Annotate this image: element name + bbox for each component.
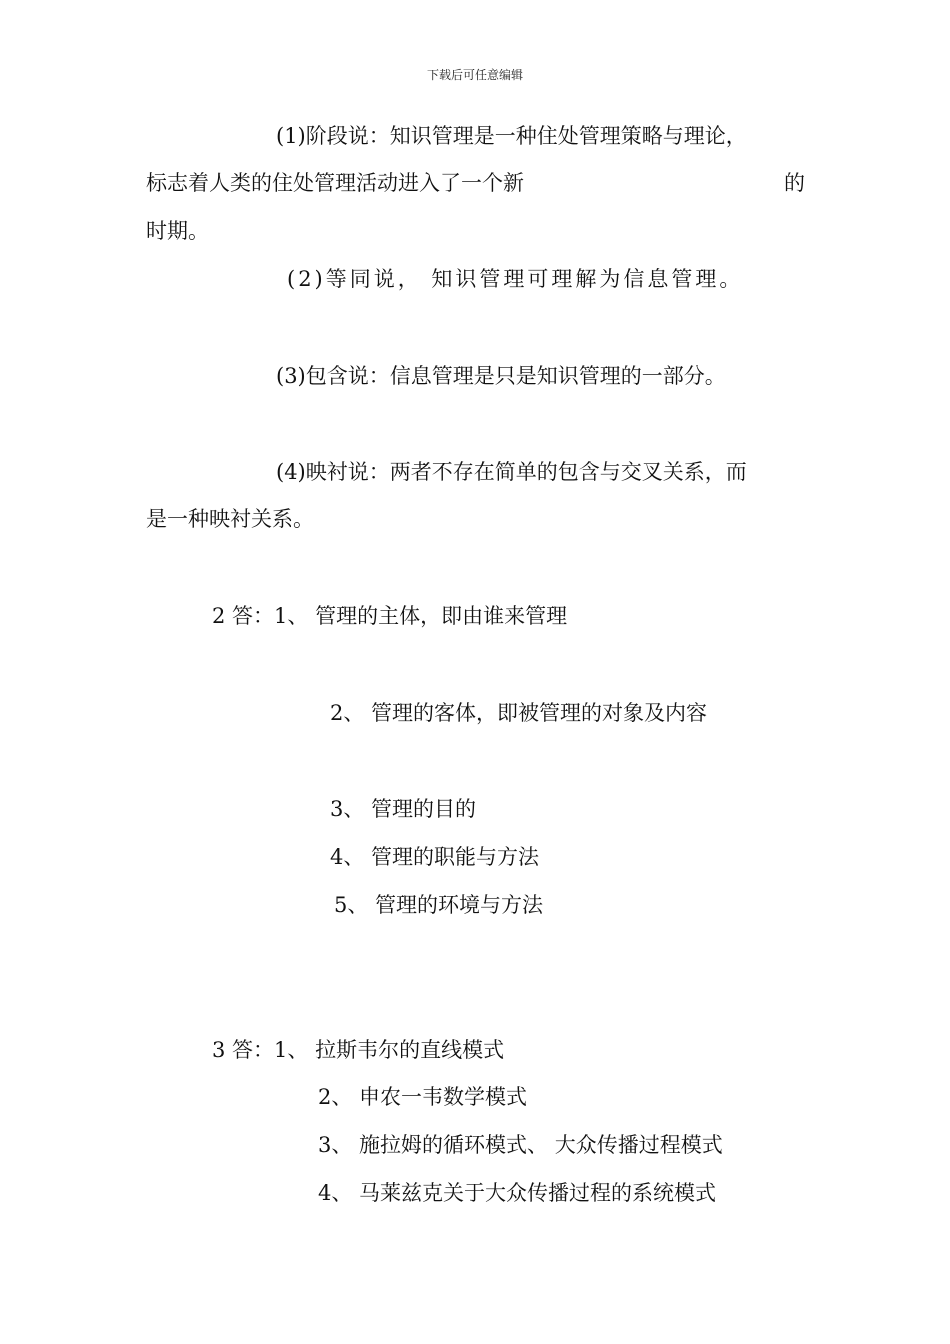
paragraph-4-line-1: (4)映衬说：两者不存在简单的包含与交叉关系，而	[276, 460, 747, 484]
answer-3-item-4: 4、 马莱兹克关于大众传播过程的系统模式	[318, 1181, 717, 1205]
answer-2-item-5: 5、 管理的环境与方法	[334, 893, 544, 917]
answer-2-item-2: 2、 管理的客体，即被管理的对象及内容	[330, 701, 708, 725]
answer-3-item-2: 2、 申农一韦数学模式	[318, 1085, 528, 1109]
paragraph-4-line-2: 是一种映衬关系。	[146, 507, 314, 531]
answer-2-item-1: 2 答：1、 管理的主体，即由谁来管理	[212, 604, 568, 628]
paragraph-1-line-2-end: 的	[784, 171, 805, 195]
paragraph-2: (2)等同说， 知识管理可理解为信息管理。	[287, 267, 744, 291]
page-header: 下载后可任意编辑	[426, 68, 523, 82]
paragraph-1-line-1: (1)阶段说：知识管理是一种住处管理策略与理论，	[276, 124, 747, 148]
paragraph-1-line-2: 标志着人类的住处管理活动进入了一个新	[146, 171, 524, 195]
answer-3-item-1: 3 答：1、 拉斯韦尔的直线模式	[212, 1038, 505, 1062]
answer-2-item-4: 4、 管理的职能与方法	[330, 845, 540, 869]
answer-3-item-3: 3、 施拉姆的循环模式、 大众传播过程模式	[318, 1133, 723, 1157]
paragraph-3: (3)包含说：信息管理是只是知识管理的一部分。	[276, 364, 726, 388]
paragraph-1-line-3: 时期。	[146, 219, 209, 243]
answer-2-item-3: 3、 管理的目的	[330, 797, 477, 821]
